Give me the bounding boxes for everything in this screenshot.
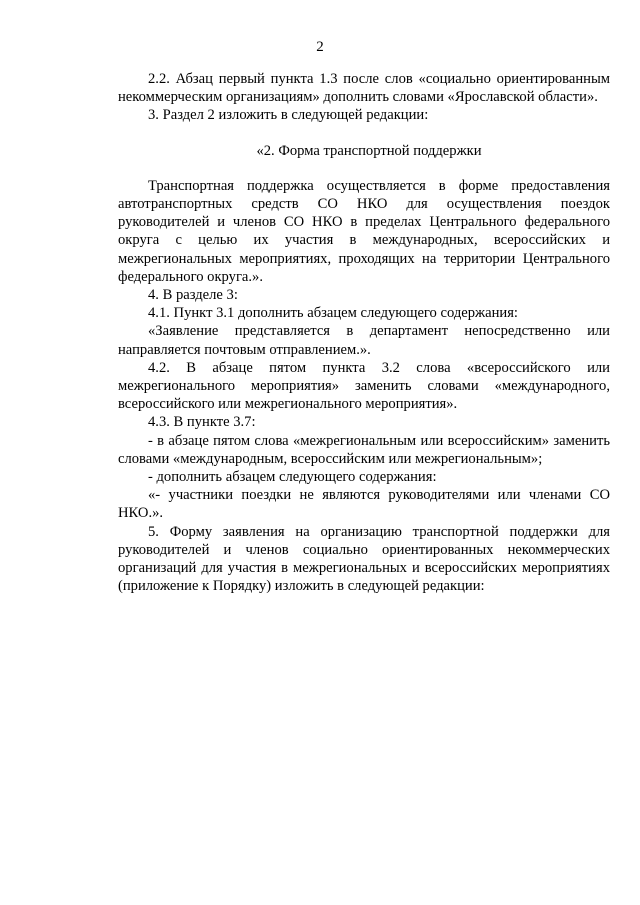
paragraph-2-2: 2.2. Абзац первый пункта 1.3 после слов «социально ориентированным некоммерческим организациям» дополнить словами «Ярославской области». xyxy=(118,71,610,106)
page-number: 2 xyxy=(316,39,324,55)
paragraph-participants-quote: «- участники поездки не являются руководителями или членами СО НКО.». xyxy=(118,487,610,522)
spacer xyxy=(118,160,610,177)
paragraph-dash-replace: - в абзаце пятом слова «межрегиональным или всероссийским» заменить словами «международным, всероссийским или межрегиональным»; xyxy=(118,432,610,467)
paragraph-5: 5. Форму заявления на организацию транспортной поддержки для руководителей и членов социально ориентированных некоммерческих организаций для участия в межрегиональных и всероссийских мероприятиях (приложение к Порядку) изложить в следующей редакции: xyxy=(118,523,610,595)
paragraph-transport-support: Транспортная поддержка осуществляется в форме предоставления автотранспортных средств СО НКО для осуществления поездок руководителей и членов СО НКО в пределах Центрального федерального округа с целью их участия в международных, всероссийских и межрегиональных мероприятиях, проходящих на территории Центрального федерального округа.». xyxy=(118,177,610,285)
spacer xyxy=(118,125,610,142)
paragraph-application-quote: «Заявление представляется в департамент непосредственно или направляется почтовым отправлением.». xyxy=(118,323,610,358)
section-heading: «2. Форма транспортной поддержки xyxy=(256,142,482,159)
paragraph-4: 4. В разделе 3: xyxy=(148,287,238,304)
paragraph-dash-add: - дополнить абзацем следующего содержания: xyxy=(148,469,437,486)
paragraph-3: 3. Раздел 2 изложить в следующей редакции: xyxy=(148,107,429,124)
paragraph-4-1: 4.1. Пункт 3.1 дополнить абзацем следующего содержания: xyxy=(148,305,518,322)
paragraph-4-2: 4.2. В абзаце пятом пункта 3.2 слова «всероссийского или межрегионального мероприятия» заменить словами «международного, всероссийского или межрегионального мероприятия». xyxy=(118,359,610,413)
document-body xyxy=(118,70,610,595)
paragraph-4-3: 4.3. В пункте 3.7: xyxy=(148,414,256,431)
